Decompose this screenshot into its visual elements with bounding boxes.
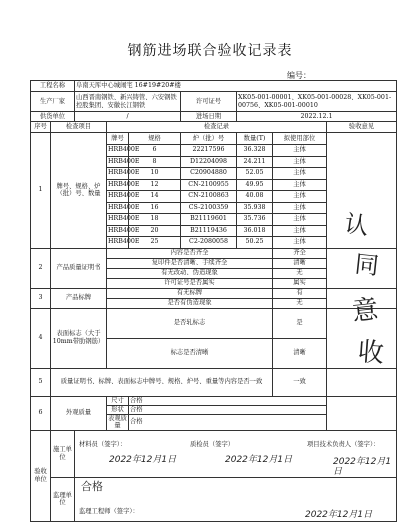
rebar-use: 主体 — [273, 168, 327, 180]
rebar-qty: 36.018 — [237, 225, 273, 237]
rebar-grade: HRB400E — [107, 145, 129, 157]
project-value: 阜南天厍中心城闹宅 16#19#20#楼 — [75, 81, 397, 92]
rebar-batch: D12204098 — [181, 156, 237, 168]
section5-result: 一致 — [273, 368, 327, 396]
opinion-handwritten-3: 意 — [350, 294, 380, 328]
page-title: 钢筋进场联合验收记录表 — [127, 43, 293, 59]
check-record-header: 检查记录 — [107, 122, 327, 133]
check-result: 合格 — [129, 414, 327, 430]
rebar-use: 主体 — [273, 225, 327, 237]
rebar-use: 主体 — [273, 145, 327, 157]
rebar-spec: 18 — [129, 214, 181, 226]
opinion-header: 验收意见 — [327, 122, 397, 133]
project-label: 工程名称 — [31, 81, 75, 92]
rebar-grade: HRB400E — [107, 156, 129, 168]
section1-item: 牌号、规格、炉（批）号、数量 — [51, 133, 107, 249]
rebar-qty: 49.95 — [237, 179, 273, 191]
rebar-grade: HRB400E — [107, 202, 129, 214]
manufacturer-value: 山西晋南钢铁、新兴铸管、六安钢铁控股集团、安徽长江钢铁 — [75, 92, 181, 112]
rebar-batch: B21119601 — [181, 214, 237, 226]
rebar-use: 主体 — [273, 202, 327, 214]
section4-item: 表面标志（大于10mm带肋钢筋） — [51, 308, 107, 368]
check-label: 许可证号是否属实 — [107, 278, 273, 288]
opinion-handwritten-4: 收 — [356, 337, 385, 369]
rebar-batch: C2-2080058 — [181, 237, 237, 249]
check-result: 齐全 — [273, 248, 327, 258]
record-number-label: 编号： — [287, 71, 311, 80]
rebar-qty: 36.328 — [237, 145, 273, 157]
section5-seq: 5 — [31, 368, 51, 396]
check-result: 无 — [273, 298, 327, 308]
rebar-spec: 12 — [129, 179, 181, 191]
check-result: 是 — [273, 308, 327, 338]
rebar-batch: C20904880 — [181, 168, 237, 180]
construction-sign-cell — [75, 430, 397, 477]
rebar-qty: 40.08 — [237, 191, 273, 203]
rebar-qty: 35.736 — [237, 214, 273, 226]
rebar-use: 主体 — [273, 237, 327, 249]
sub-header-spec: 规格 — [129, 133, 181, 145]
date-handwritten-2: 2022年12月1日 — [225, 454, 293, 465]
entry-date-value: 2022.12.1 — [237, 112, 397, 122]
manufacturer-label: 生产厂家 — [31, 92, 75, 112]
check-result: 属实 — [273, 278, 327, 288]
rebar-use: 主体 — [273, 156, 327, 168]
rebar-qty: 24.211 — [237, 156, 273, 168]
construction-unit-label: 施工单位 — [51, 430, 75, 477]
acceptance-record-table — [30, 80, 397, 522]
sub-header-batch: 炉（批）号 — [181, 133, 237, 145]
check-label: 有无改动、伪造现象 — [107, 268, 273, 278]
rebar-use: 主体 — [273, 191, 327, 203]
section6-item: 外观质量 — [51, 396, 107, 430]
rebar-grade: HRB400E — [107, 214, 129, 226]
rebar-qty: 52.05 — [237, 168, 273, 180]
section1-seq: 1 — [31, 133, 51, 249]
date-handwritten-1: 2022年12月1日 — [109, 454, 177, 465]
rebar-qty: 35.938 — [237, 202, 273, 214]
supervision-unit-label: 监理单位 — [51, 477, 75, 521]
check-result: 合格 — [129, 405, 327, 414]
supervision-sign-cell — [75, 477, 397, 521]
tech-lead-label: 项目技术负责人（签字）： — [307, 440, 380, 448]
check-result: 清晰 — [273, 258, 327, 268]
check-label: 是否有伪造现象 — [107, 298, 273, 308]
license-value: XK05-001-00001、XK05-001-00028、XK05-001-00756、XK05-001-00010 — [237, 92, 397, 112]
rebar-grade: HRB400E — [107, 179, 129, 191]
section5-item: 质量证明书、标牌、表面标志中牌号、规格、炉号、重量等内容是否一致 — [51, 368, 273, 396]
rebar-batch: B21119436 — [181, 225, 237, 237]
rebar-grade: HRB400E — [107, 237, 129, 249]
opinion-cell — [327, 396, 397, 430]
rebar-grade: HRB400E — [107, 191, 129, 203]
quality-inspector-label: 质检员（签字） — [190, 440, 235, 448]
rebar-batch: CS-2100359 — [181, 202, 237, 214]
check-label: 标志是否清晰 — [107, 338, 273, 368]
rebar-spec: 20 — [129, 225, 181, 237]
check-result: 合格 — [129, 396, 327, 405]
check-label: 形状 — [107, 405, 129, 414]
seq-header: 序号 — [31, 122, 51, 133]
check-label: 有无标牌 — [107, 288, 273, 298]
supplier-label: 供货单位 — [31, 112, 75, 122]
rebar-spec: 8 — [129, 156, 181, 168]
check-label: 表观质量 — [108, 414, 127, 430]
rebar-grade: HRB400E — [107, 225, 129, 237]
section2-item: 产品质量证明书 — [51, 248, 107, 288]
rebar-spec: 25 — [129, 237, 181, 249]
engineer-label: 监理工程师（签字）： — [79, 507, 139, 515]
opinion-handwritten-2: 同 — [353, 249, 381, 281]
check-result: 有 — [273, 288, 327, 298]
section3-item: 产品标牌 — [51, 288, 107, 308]
supervision-opinion-handwritten: 合格 — [81, 479, 103, 493]
rebar-grade: HRB400E — [107, 168, 129, 180]
rebar-spec: 16 — [129, 202, 181, 214]
license-label: 许可证号 — [181, 92, 237, 112]
rebar-spec: 6 — [129, 145, 181, 157]
section6-seq: 6 — [31, 396, 51, 430]
check-label: 尺寸 — [107, 396, 129, 405]
sub-header-qty: 数量(T) — [237, 133, 273, 145]
check-item-header: 检查项目 — [51, 122, 107, 133]
check-label: 是否轧标志 — [107, 308, 273, 338]
rebar-spec: 14 — [129, 191, 181, 203]
check-label: 内容是否齐全 — [107, 248, 273, 258]
rebar-spec: 10 — [129, 168, 181, 180]
sub-header-grade: 牌号 — [107, 133, 129, 145]
date-handwritten-4: 2022年12月1日 — [305, 509, 373, 520]
opinion-handwritten-1: 认 — [342, 209, 371, 241]
supplier-value: / — [75, 112, 181, 122]
rebar-batch: CN-2100955 — [181, 179, 237, 191]
rebar-use: 主体 — [273, 179, 327, 191]
section3-seq: 3 — [31, 288, 51, 308]
sub-header-use: 拟使用部位 — [273, 133, 327, 145]
rebar-batch: 22217596 — [181, 145, 237, 157]
rebar-use: 主体 — [273, 214, 327, 226]
check-result: 清晰 — [273, 338, 327, 368]
material-clerk-label: 材料员（签字）： — [79, 440, 127, 448]
rebar-qty: 50.25 — [237, 237, 273, 249]
section2-seq: 2 — [31, 248, 51, 288]
rebar-batch: CN-2100863 — [181, 191, 237, 203]
check-label: 复印件是否清晰、手续齐全 — [107, 258, 273, 268]
check-result: 无 — [273, 268, 327, 278]
date-handwritten-3: 2022年12月1日 — [333, 456, 392, 478]
acceptance-label: 验收单位 — [31, 430, 51, 521]
section4-seq: 4 — [31, 308, 51, 368]
opinion-cell — [327, 368, 397, 396]
entry-date-label: 进场日期 — [181, 112, 237, 122]
